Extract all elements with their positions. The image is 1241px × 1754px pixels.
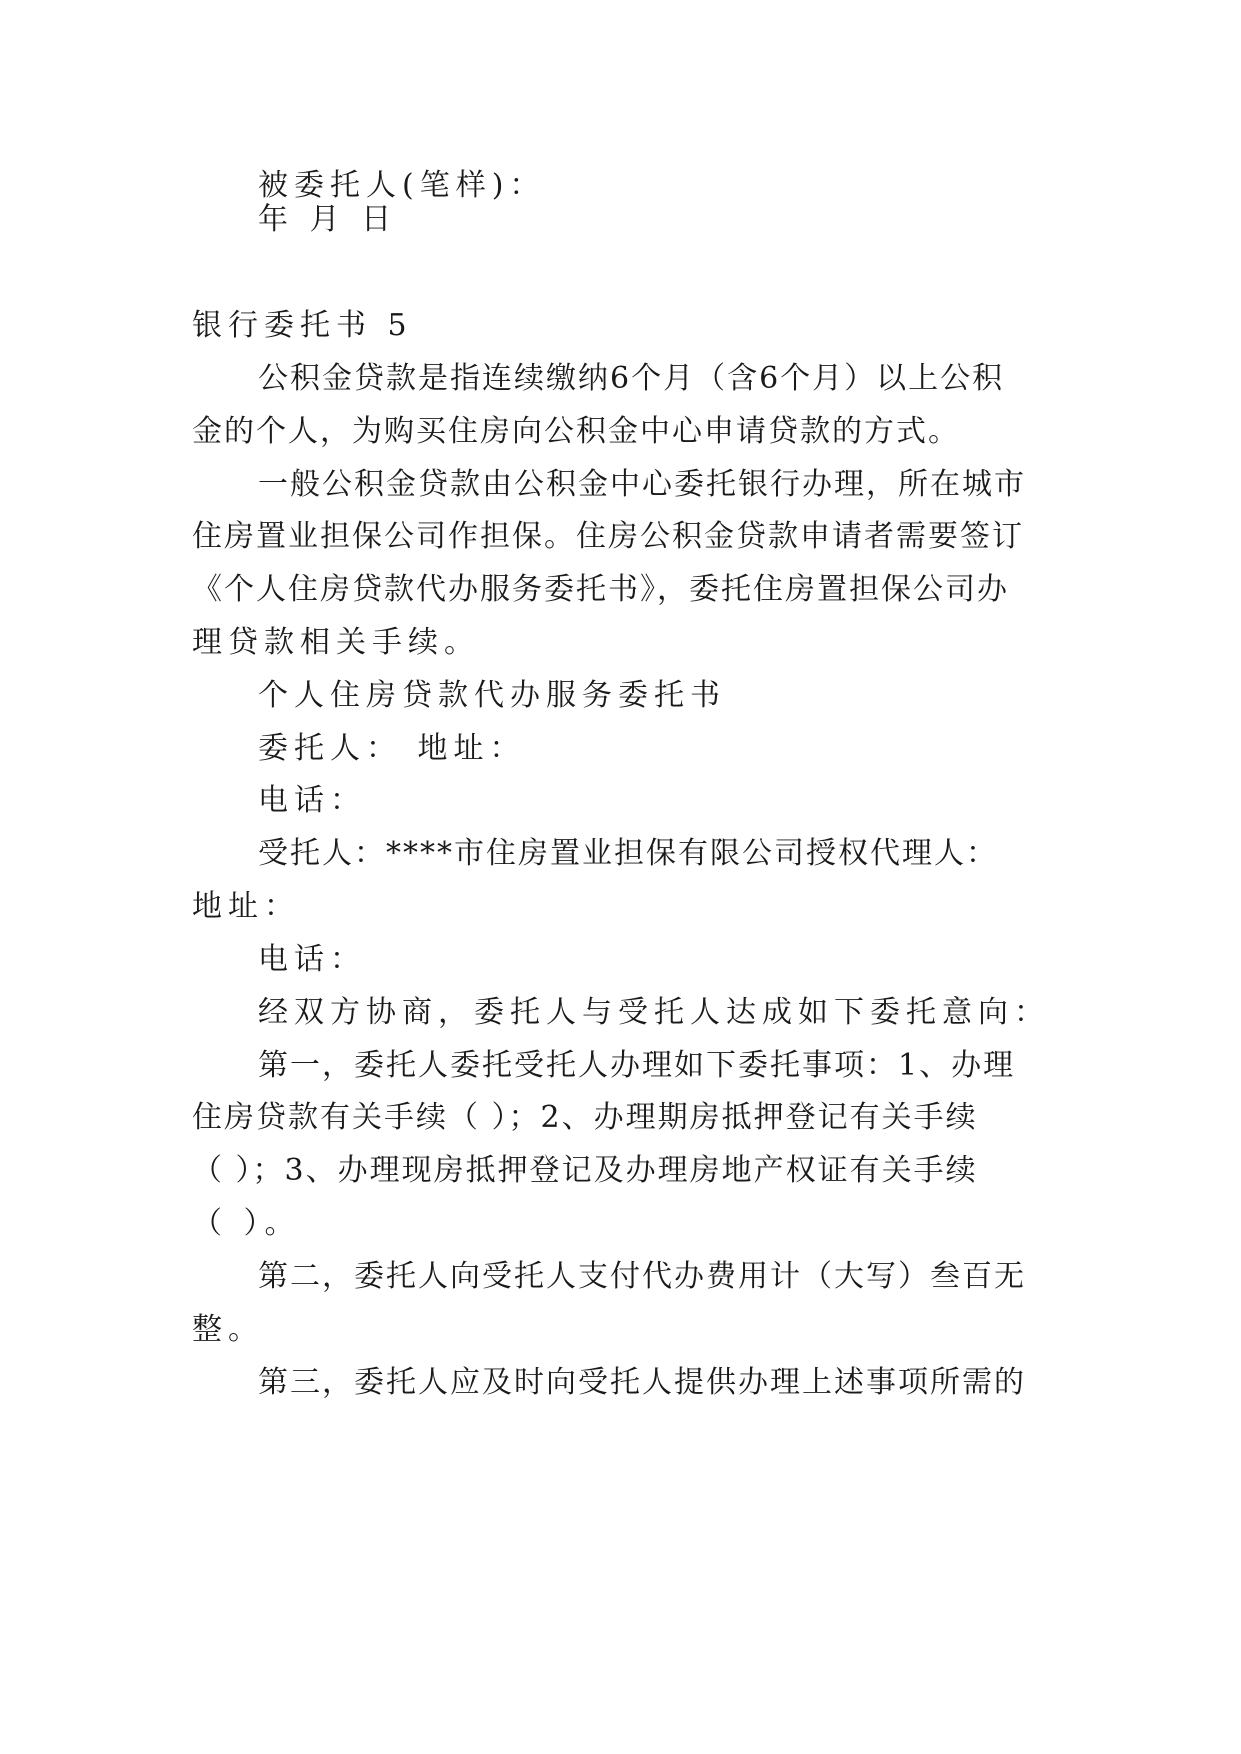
text-line: （ ）。 bbox=[192, 1206, 301, 1241]
text-line: 经双方协商，委托人与受托人达成如下委托意向： bbox=[258, 995, 1050, 1030]
text-line: 公积金贷款是指连续缴纳6个月（含6个月）以上公积 bbox=[258, 361, 1005, 396]
text-line: 第二，委托人向受托人支付代办费用计（大写）叁百无 bbox=[258, 1259, 1026, 1294]
text-line: 整。 bbox=[192, 1312, 264, 1347]
text-line: 电话： bbox=[258, 942, 366, 977]
text-line: 被委托人(笔样)： bbox=[258, 168, 546, 203]
text-line: 受托人：****市住房置业担保有限公司授权代理人： bbox=[258, 836, 998, 871]
text-line: 个人住房贷款代办服务委托书 bbox=[258, 678, 726, 713]
text-line: 电话： bbox=[258, 783, 366, 818]
text-line: 地址： bbox=[192, 889, 300, 924]
text-line: 第一，委托人委托受托人办理如下委托事项：1、办理 bbox=[258, 1048, 1016, 1083]
text-line: 委托人： 地址： bbox=[258, 731, 526, 766]
text-line: 住房贷款有关手续（ ）；2、办理期房抵押登记有关手续 bbox=[192, 1100, 978, 1135]
text-line: 金的个人，为购买住房向公积金中心申请贷款的方式。 bbox=[192, 414, 960, 449]
text-line: 年 月 日 bbox=[258, 202, 398, 237]
section-heading: 银行委托书 5 bbox=[192, 308, 413, 343]
text-line: 住房置业担保公司作担保。住房公积金贷款申请者需要签订 bbox=[192, 519, 1024, 554]
text-line: 理贷款相关手续。 bbox=[192, 625, 480, 660]
text-line: 一般公积金贷款由公积金中心委托银行办理，所在城市 bbox=[258, 467, 1026, 502]
text-line: 《个人住房贷款代办服务委托书》，委托住房置担保公司办 bbox=[192, 572, 1009, 607]
text-line: （ ）；3、办理现房抵押登记及办理房地产权证有关手续 bbox=[192, 1153, 978, 1188]
text-line: 第三，委托人应及时向受托人提供办理上述事项所需的 bbox=[258, 1365, 1026, 1400]
